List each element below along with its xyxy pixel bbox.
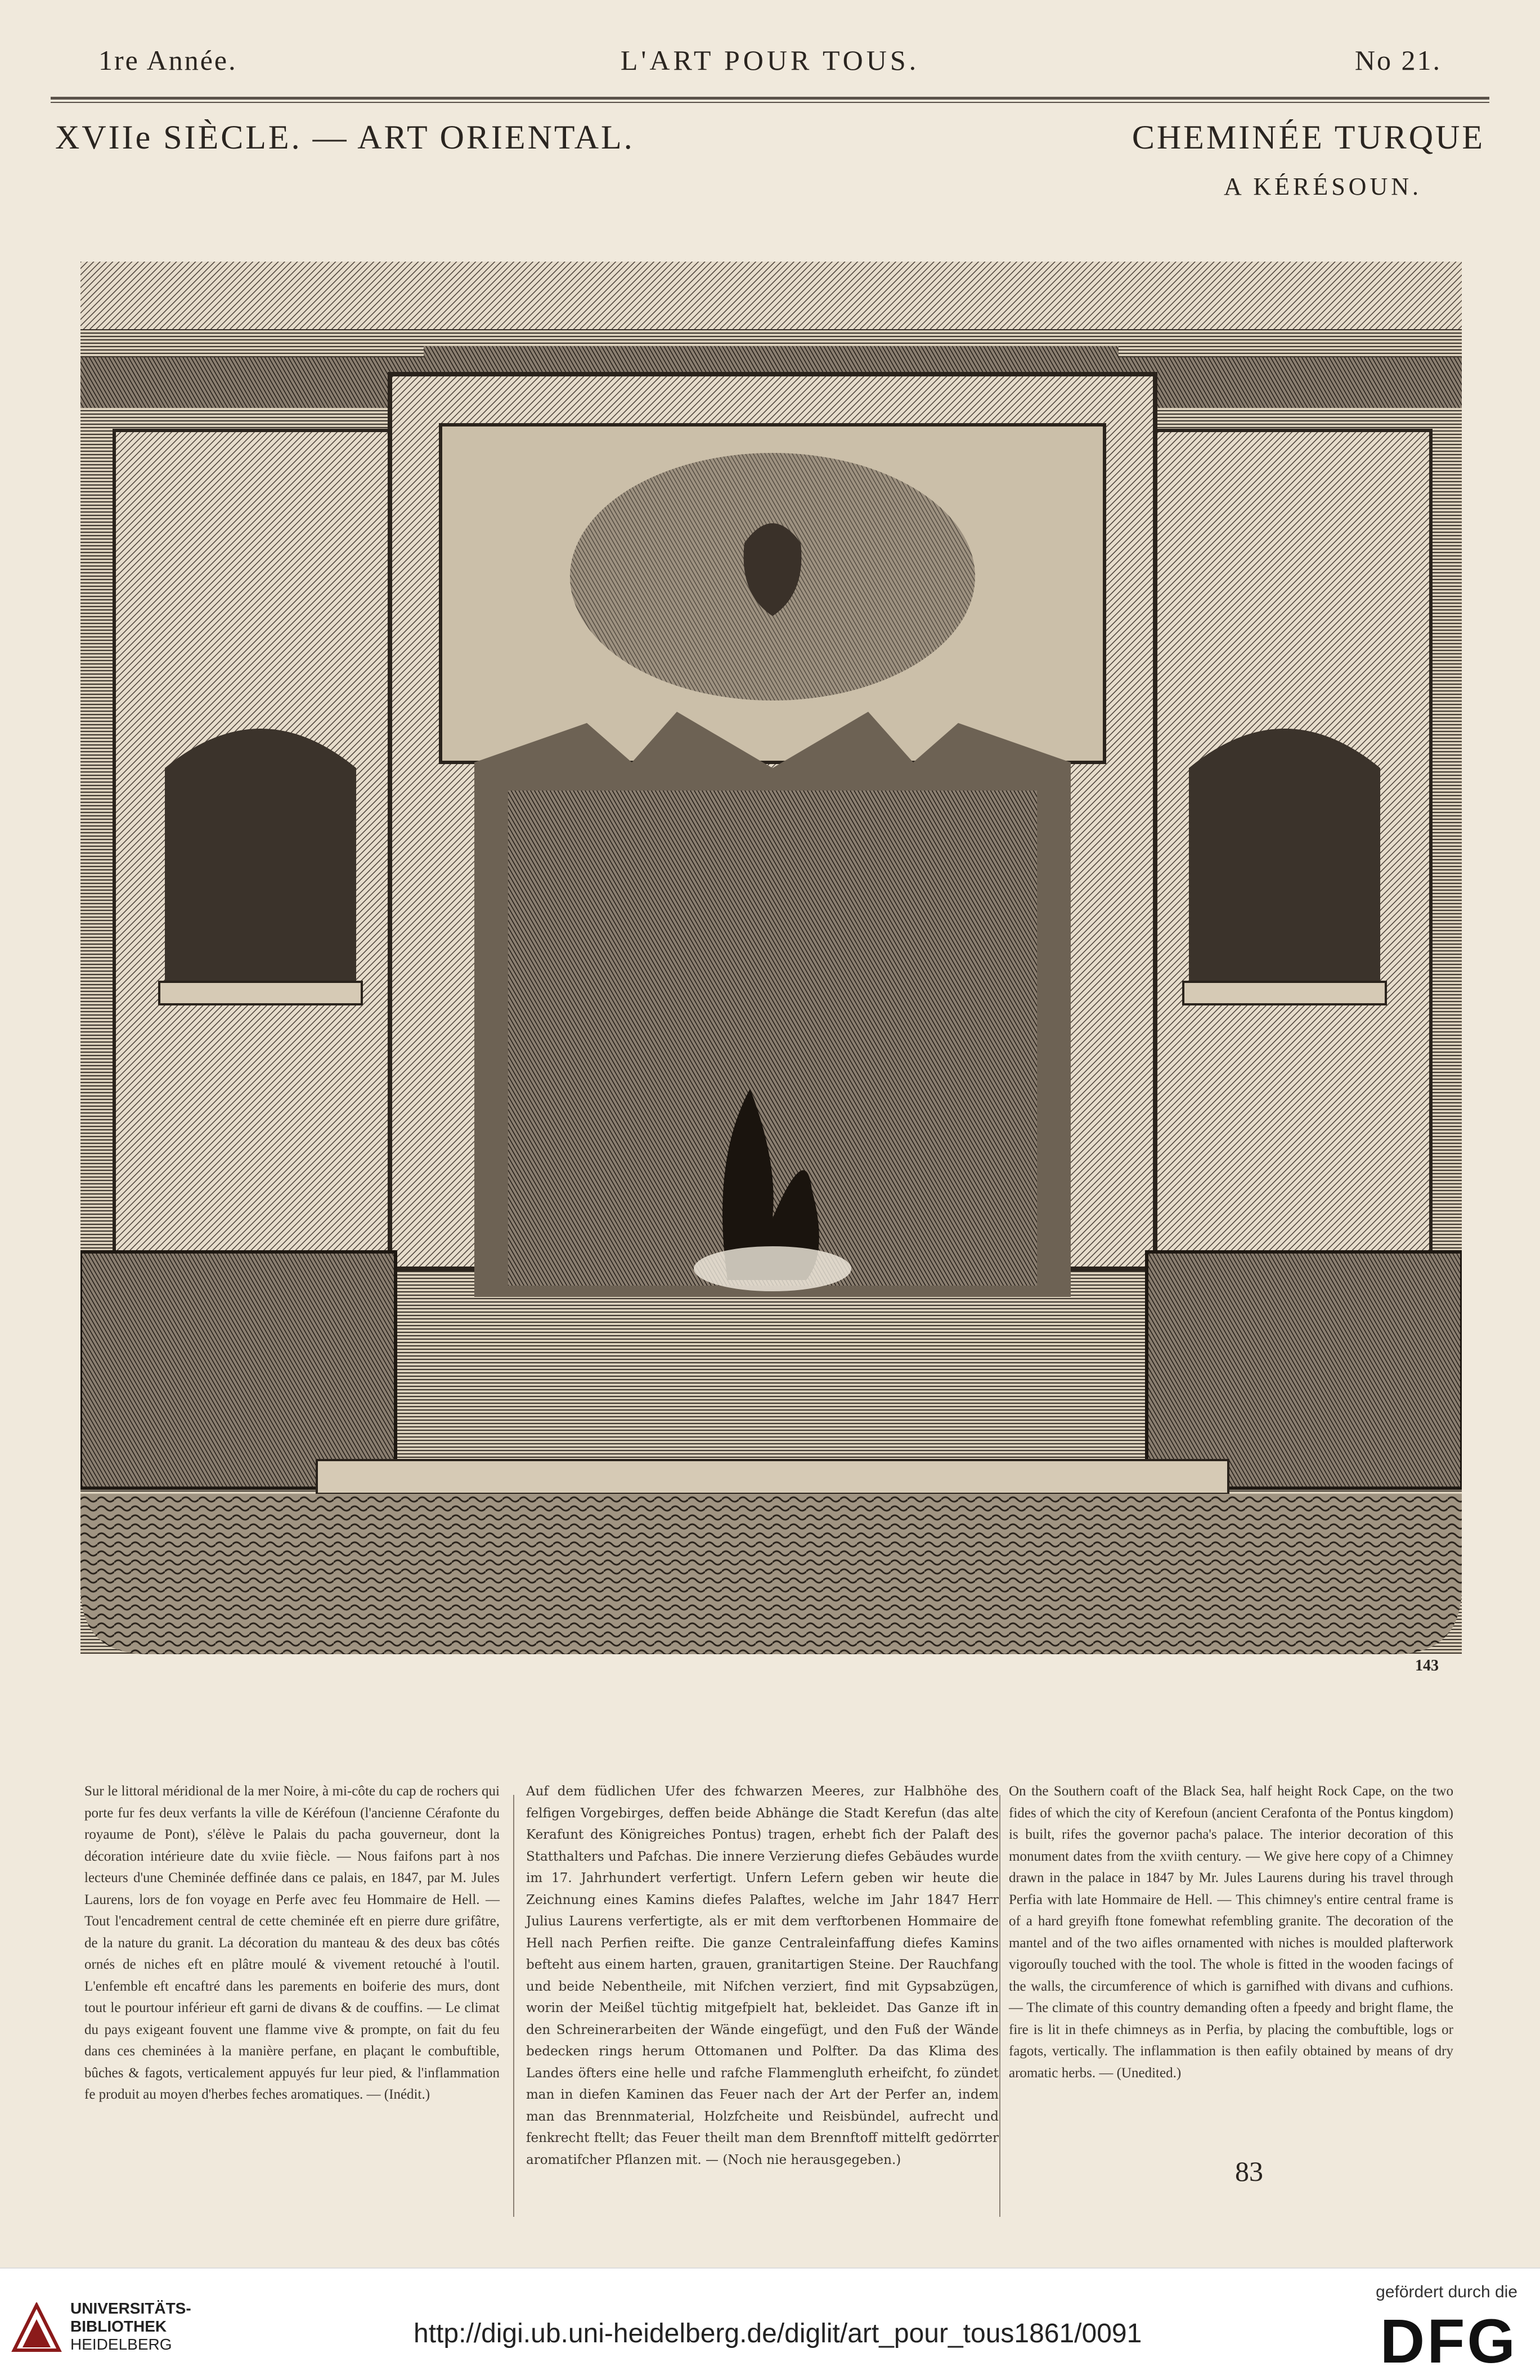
fireplace-engraving <box>80 262 1462 1654</box>
plate-subtitle: A KÉRÉSOUN. <box>1223 173 1422 200</box>
plate-title: CHEMINÉE TURQUE <box>1132 119 1485 156</box>
plate-number: 143 <box>1415 1657 1439 1674</box>
institution-name: UNIVERSITÄTS- BIBLIOTHEK HEIDELBERG <box>70 2300 191 2353</box>
plate-heading <box>51 118 1489 208</box>
column-divider <box>513 1795 514 2217</box>
header-year: 1re Année. <box>98 44 237 76</box>
text-column-english: On the Southern coaft of the Black Sea, half height Rock Cape, on the two fides of which the city of Kerefoun (ancient Cerafonta of the Pontus kingdom) is built, rifes the governor pacha's palace. The interior decoration of this monument dates from the xviith century. — We give here copy of a Chimney drawn in the palace in 1847 by Mr. Jules Laurens during his travel through Perfia with late Hommaire de Hell. — This chimney's entire central frame is of a hard greyifh ftone fomewhat refembling granite. The decoration of the mantel and of the two aifles ornamented with niches is moulded plafterwork vigorouſly touched with the tool. The whole is fitted in the wooden facings of the walls, the circumference of which is garnifhed with divans and cufhions. — The climate of this country demanding often a fpeedy and bright flame, the fire is lit in thefe chimneys as in Perfia, by placing the combuftible, logs or fagots, vertically. The inflammation is then eafily obtained by means of dry aromatic herbs. — (Unedited.) <box>1009 1784 1453 2081</box>
running-header <box>98 44 1442 89</box>
header-journal-title: L'ART POUR TOUS. <box>620 44 920 76</box>
text-column-german: Auf dem füdlichen Ufer des fchwarzen Meeres, zur Halbhöhe des felfigen Vorgebirges, deffen beide Abhänge die Stadt Kerefun (das alte Kerafunt des Königreiches Pontus) tragen, erhebt fich der Palaft des Statthalters und Pafchas. Die innere Verzierung diefes Gebäudes wurde im 17. Jahrhundert verfertigt. Unfern Lefern geben wir heute die Zeichnung eines Kamins diefes Palaftes, welche im Jahr 1847 Herr Julius Laurens verfertigte, als er mit dem verftorbenen Hommaire de Hell nach Perfien reifte. Die ganze Centraleinfaffung diefes Kamins befteht aus einem harten, grauen, granitartigen Steine. Der Rauchfang und beide Nebentheile, mit Nifchen verziert, find mit Gypsabzügen, worin der Meißel tüchtig mitgefpielt hat, bekleidet. Das Ganze ift in den Schreinerarbeiten der Wände eingefügt, und den Fuß der Wände bedecken rings herum Ottomanen und Polfter. Da das Klima des Landes öfters eine helle und rafche Flammengluth erheifcht, fo zündet man in diefen Kaminen das Feuer nach der Art der Perfer an, indem man das Brennmaterial, Holzfcheite und Reisbündel, aufrecht und fenkrecht ftellt; das Feuer theilt man dem Brennftoff mittelft gedörrter aromatifcher Pflanzen mit. — (Noch nie herausgegeben.) <box>526 1784 999 2167</box>
header-issue-number: No 21. <box>1354 44 1442 76</box>
source-url-link[interactable]: http://digi.ub.uni-heidelberg.de/diglit/art_pour_tous1861/0091 <box>414 2319 1142 2348</box>
dfg-logo: DFG <box>1380 2307 1517 2376</box>
column-divider <box>999 1795 1000 2217</box>
university-library-logo-icon <box>11 2302 62 2353</box>
text-column-french: Sur le littoral méridional de la mer Noire, à mi-côte du cap de rochers qui porte fur fes deux verfants la ville de Kéréfoun (l'ancienne Cérafonte du royaume de Pont), s'élève le Palais du pacha gouverneur, dont la décoration intérieure date du xviie fiècle. — Nous faifons part à nos lecteurs d'une Cheminée deffinée dans ce palais, en 1847, par M. Jules Laurens, lors de fon voyage en Perfe avec feu Hommaire de Hell. — Tout l'encadrement central de cette cheminée eft en pierre dure grifâtre, de la nature du granit. La décoration du manteau & des deux bas côtés ornés de niches eft en plâtre moulé & vivement retouché à l'outil. L'enfemble eft encaftré dans les parements en boiferie des murs, dont tout le pourtour inférieur eft garni de divans & de couffins. — Le climat du pays exigeant fouvent une flamme vive & prompte, on fait du feu dans ces cheminées à la manière perfane, en plaçant le combuftible, bûches & fagots, verticalement appuyés fur leur pied, & l'inflammation fe produit au moyen d'herbes feches aromatiques. — (Inédit.) <box>84 1784 500 2102</box>
century-label: XVIIe SIÈCLE. — ART ORIENTAL. <box>55 119 635 156</box>
header-rule <box>51 97 1489 100</box>
funder-label: gefördert durch die <box>1376 2283 1517 2301</box>
header-rule-thin <box>51 102 1489 103</box>
digitization-footer <box>0 2267 1540 2380</box>
page-number: 83 <box>1235 2156 1263 2187</box>
